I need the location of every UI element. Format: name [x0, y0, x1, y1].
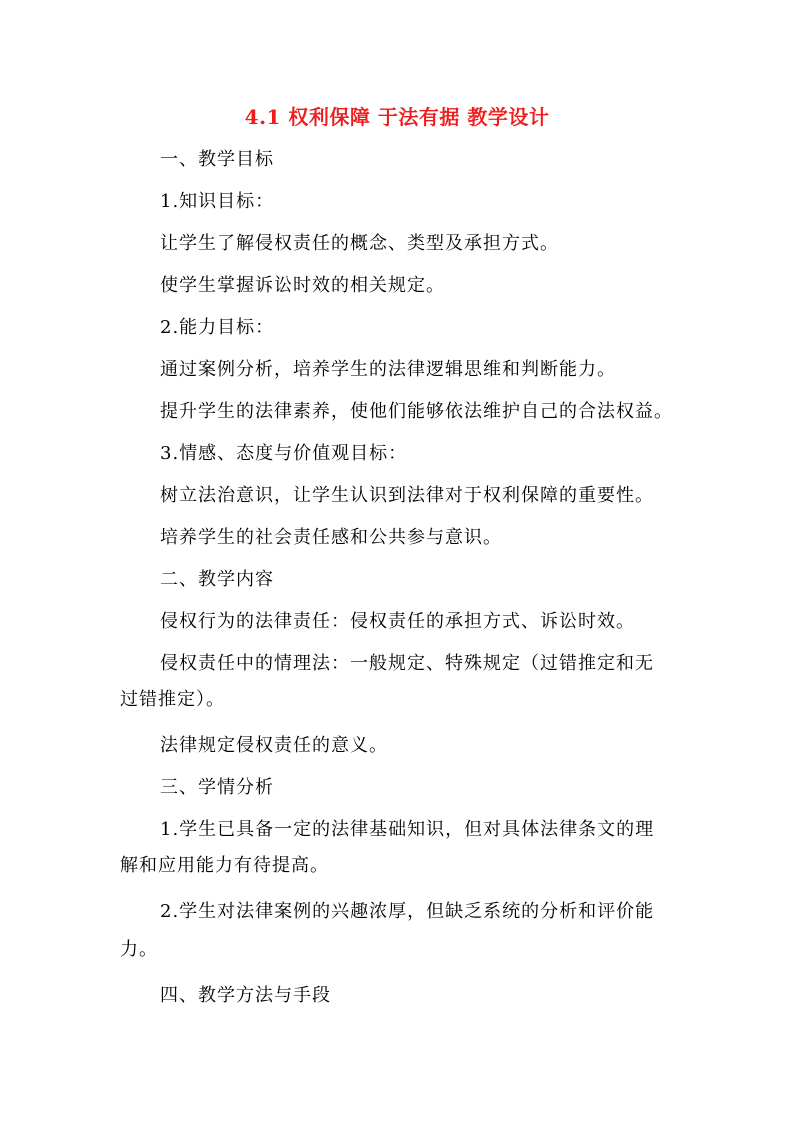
section-heading-analysis: 三、学情分析 [160, 777, 274, 798]
paragraph-line: 让学生了解侵权责任的概念、类型及承担方式。 [160, 233, 559, 254]
paragraph-line: 法律规定侵权责任的意义。 [160, 735, 388, 756]
section-heading-content: 二、教学内容 [160, 569, 274, 590]
paragraph-line-continued: 解和应用能力有待提高。 [120, 855, 329, 876]
paragraph-line: 通过案例分析，培养学生的法律逻辑思维和判断能力。 [160, 359, 616, 380]
section-heading-objectives: 一、教学目标 [160, 149, 274, 170]
subheading-ability: 2.能力目标： [160, 317, 275, 338]
section-heading-methods: 四、教学方法与手段 [160, 985, 331, 1006]
paragraph-line-continued: 力。 [120, 939, 158, 960]
paragraph-line: 侵权行为的法律责任：侵权责任的承担方式、诉讼时效。 [160, 611, 635, 632]
subheading-values: 3.情感、态度与价值观目标： [160, 443, 408, 464]
paragraph-line: 提升学生的法律素养，使他们能够依法维护自己的合法权益。 [160, 401, 673, 422]
paragraph-line-continued: 过错推定）。 [120, 689, 225, 710]
paragraph-line: 培养学生的社会责任感和公共参与意识。 [160, 527, 502, 548]
paragraph-line: 侵权责任中的情理法：一般规定、特殊规定（过错推定和无 [160, 653, 654, 674]
paragraph-line: 使学生掌握诉讼时效的相关规定。 [160, 275, 445, 296]
paragraph-line: 树立法治意识，让学生认识到法律对于权利保障的重要性。 [160, 485, 654, 506]
paragraph-line: 1.学生已具备一定的法律基础知识，但对具体法律条文的理 [160, 819, 655, 840]
paragraph-line: 2.学生对法律案例的兴趣浓厚，但缺乏系统的分析和评价能 [160, 901, 655, 922]
document-title: 4.1 权利保障 于法有据 教学设计 [244, 105, 550, 129]
subheading-knowledge: 1.知识目标： [160, 191, 275, 212]
